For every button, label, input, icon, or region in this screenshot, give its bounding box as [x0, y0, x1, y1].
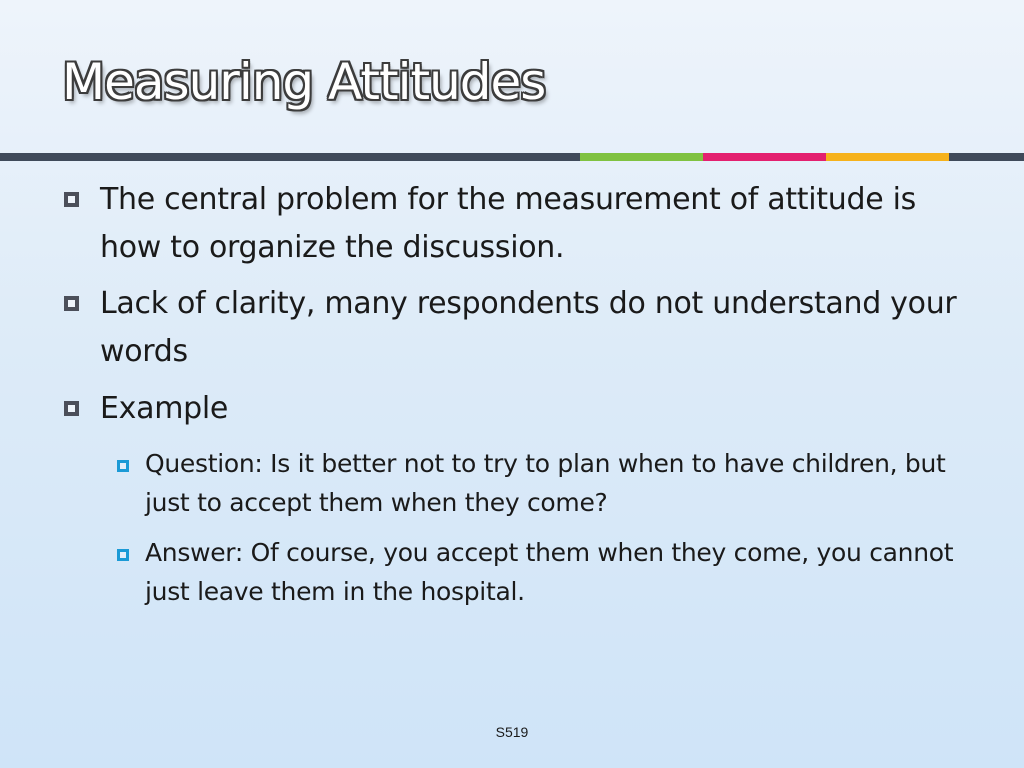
- sub-bullet-item: [117, 539, 977, 611]
- square-bullet-icon: [64, 401, 79, 416]
- bullet-item: [64, 182, 974, 272]
- slide-footer: S519: [495, 724, 529, 740]
- divider-segment-pink: [703, 153, 826, 161]
- bullet-item: [64, 286, 974, 376]
- bullet-text: Example: [100, 391, 229, 426]
- bullet-text: The central problem for the measurement of attitude is how to organize the discussion.: [100, 182, 916, 265]
- sub-square-bullet-icon: [117, 460, 129, 472]
- divider-segment-orange: [826, 153, 949, 161]
- title-divider: [0, 153, 1024, 161]
- bullet-item: [64, 391, 974, 433]
- divider-segment-green: [580, 153, 703, 161]
- divider-segment-end: [949, 153, 1024, 161]
- square-bullet-icon: [64, 296, 79, 311]
- slide-title: Measuring Attitudes: [62, 53, 546, 111]
- sub-square-bullet-icon: [117, 549, 129, 561]
- sub-bullet-item: [117, 450, 977, 522]
- sub-bullet-text: Answer: Of course, you accept them when they come, you cannot just leave them in the hospital.: [145, 538, 954, 606]
- sub-bullet-text: Question: Is it better not to try to plan when to have children, but just to accept them when they come?: [145, 449, 946, 517]
- square-bullet-icon: [64, 192, 79, 207]
- divider-segment-base: [0, 153, 580, 161]
- bullet-text: Lack of clarity, many respondents do not understand your words: [100, 286, 957, 369]
